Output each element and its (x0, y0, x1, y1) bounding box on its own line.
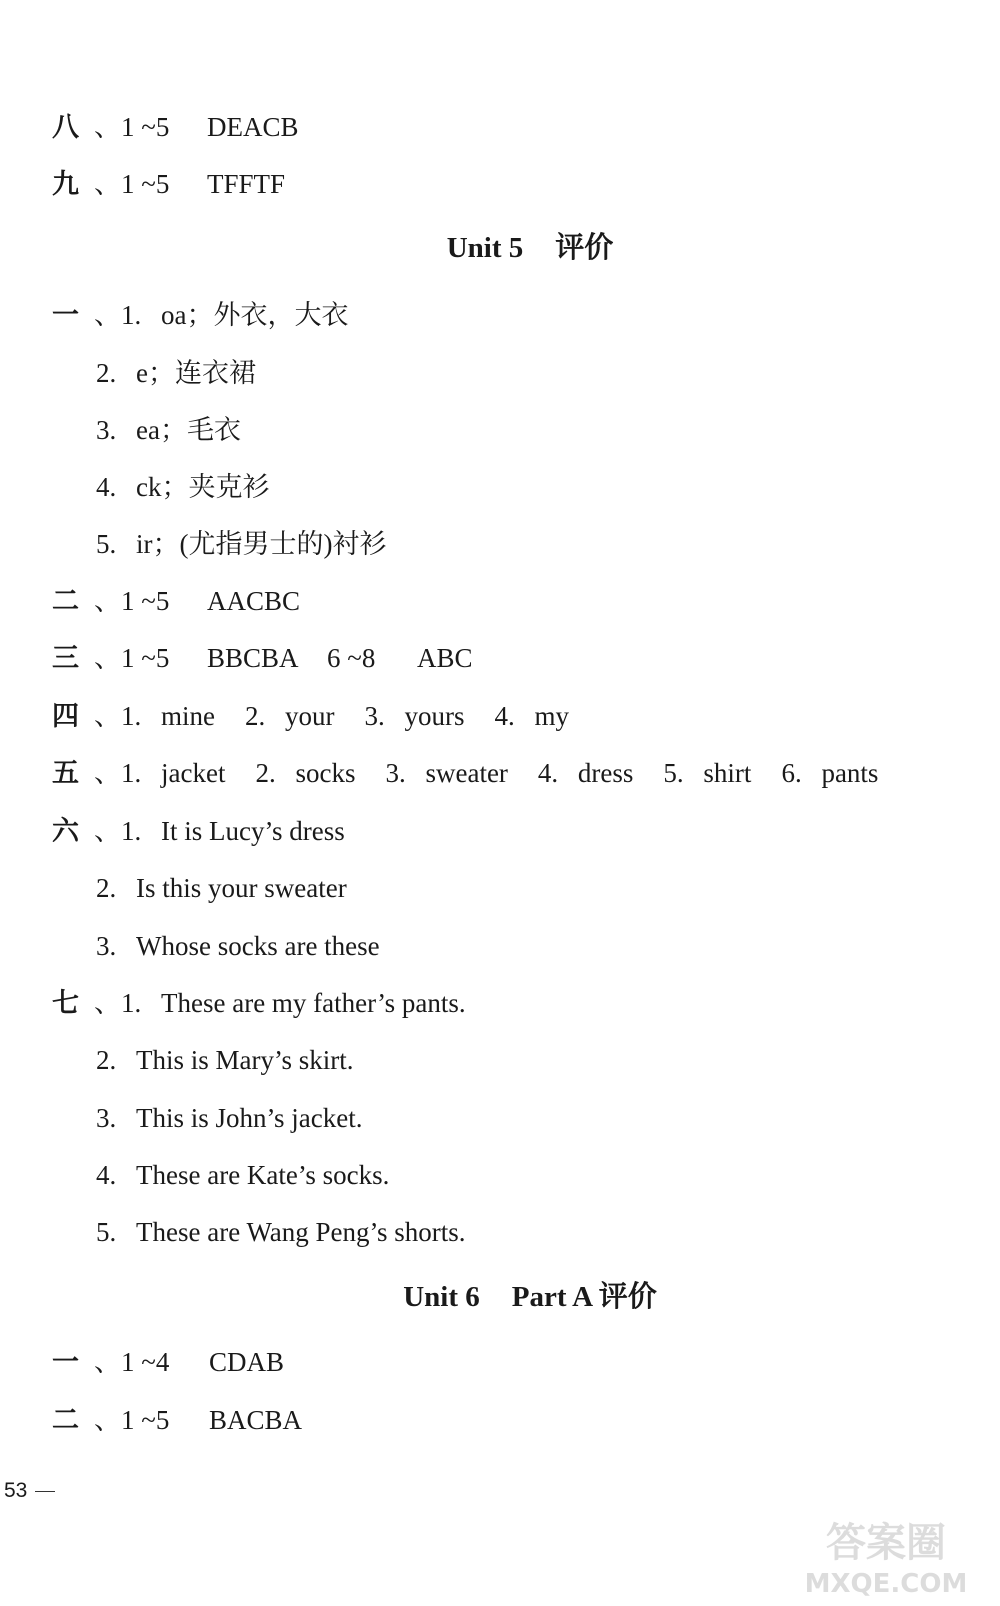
item-answer: ea；毛衣 (136, 415, 241, 445)
item-answer: Whose socks are these (136, 931, 380, 961)
section-mark: 六 (52, 816, 79, 846)
item-number: 4. (96, 1160, 117, 1190)
item-number: 3. (96, 415, 117, 445)
item-answer: mine (161, 701, 215, 731)
answer-text: DEACB (207, 112, 299, 142)
item-answer: my (534, 701, 570, 731)
section-mark: 三 (52, 643, 79, 673)
question-range: 1 ~5 (121, 586, 170, 616)
section-mark: 二 (52, 586, 79, 616)
item-answer: These are my father’s pants. (161, 988, 466, 1018)
unit-subtitle: 评价 (555, 232, 614, 264)
item-answer: These are Wang Peng’s shorts. (136, 1217, 466, 1247)
question-range: 1 ~5 (121, 643, 170, 673)
separator: 、 (94, 586, 121, 616)
separator: 、 (94, 758, 121, 788)
u5-s6-item-2 (96, 871, 347, 905)
u5-s1-item-1 (52, 298, 348, 332)
unit-title: Unit 6 (403, 1281, 480, 1313)
item-number: 4. (494, 701, 515, 731)
section-mark: 九 (52, 169, 79, 199)
item-answer: These are Kate’s socks. (136, 1160, 390, 1190)
section-mark: 八 (52, 112, 79, 142)
item-number: 2. (255, 758, 276, 788)
u5-s1-item-5 (96, 527, 386, 561)
u5-s5 (52, 756, 878, 790)
item-number: 3. (96, 931, 117, 961)
separator: 、 (94, 169, 121, 199)
item-number: 1. (121, 816, 142, 846)
item-answer: shirt (703, 758, 752, 788)
section-mark: 二 (52, 1405, 79, 1435)
question-range: 1 ~5 (121, 1405, 170, 1435)
unit-subtitle: Part A 评价 (511, 1281, 657, 1313)
item-number: 1. (121, 701, 142, 731)
answer-row-8 (52, 110, 299, 144)
item-answer: jacket (161, 758, 226, 788)
item-answer: This is John’s jacket. (136, 1103, 363, 1133)
u5-s6-item-1 (52, 814, 345, 848)
item-number: 3. (385, 758, 406, 788)
item-number: 2. (96, 358, 117, 388)
item-answer: ck；夹克衫 (136, 472, 270, 502)
item-number: 1. (121, 758, 142, 788)
item-number: 2. (245, 701, 266, 731)
page-number-text: 53 (4, 1479, 28, 1502)
section-mark: 一 (52, 1347, 79, 1377)
item-number: 5. (96, 1217, 117, 1247)
watermark-logo (796, 1508, 976, 1600)
separator: 、 (94, 988, 121, 1018)
footer-rule (35, 1491, 55, 1492)
question-range: 1 ~5 (121, 169, 170, 199)
separator: 、 (94, 701, 121, 731)
item-number: 6. (781, 758, 802, 788)
section-mark: 七 (52, 988, 79, 1018)
item-answer: ir；(尤指男士的)衬衫 (136, 529, 387, 559)
u6-s2 (52, 1403, 302, 1437)
answer-text: TFFTF (207, 169, 286, 199)
u6-s1 (52, 1345, 284, 1379)
item-number: 5. (96, 529, 117, 559)
answer-text: AACBC (207, 586, 301, 616)
item-number: 3. (96, 1103, 117, 1133)
separator: 、 (94, 1405, 121, 1435)
unit6-heading (0, 1279, 1000, 1315)
watermark-line2: MXQE.COM (804, 1569, 968, 1599)
answer-row-9 (52, 167, 285, 201)
separator: 、 (94, 300, 121, 330)
answer-text: CDAB (209, 1347, 285, 1377)
item-answer: pants (821, 758, 879, 788)
u5-s7-item-3 (96, 1101, 362, 1135)
separator: 、 (94, 112, 121, 142)
question-range: 1 ~5 (121, 112, 170, 142)
separator: 、 (94, 1347, 121, 1377)
item-number: 5. (663, 758, 684, 788)
item-number: 2. (96, 873, 117, 903)
unit-title: Unit 5 (446, 232, 524, 264)
section-mark: 一 (52, 300, 79, 330)
separator: 、 (94, 643, 121, 673)
u5-s7-item-4 (96, 1158, 389, 1192)
u5-s1-item-4 (96, 470, 269, 504)
item-answer: Is this your sweater (136, 873, 347, 903)
section-mark: 四 (52, 701, 79, 731)
item-answer: sweater (425, 758, 508, 788)
answer-text: BBCBA (207, 643, 299, 673)
u5-s7-item-5 (96, 1215, 466, 1249)
item-answer: dress (577, 758, 634, 788)
item-number: 3. (364, 701, 385, 731)
item-number: 4. (96, 472, 117, 502)
separator: 、 (94, 816, 121, 846)
page-number (4, 1478, 55, 1504)
unit5-heading (0, 230, 1000, 266)
u5-s7-item-2 (96, 1043, 354, 1077)
u5-s4 (52, 699, 569, 733)
u5-s1-item-2 (96, 356, 256, 390)
answer-text: BACBA (209, 1405, 303, 1435)
answer-text: ABC (417, 643, 473, 673)
u5-s6-item-3 (96, 929, 380, 963)
item-answer: socks (295, 758, 356, 788)
item-number: 1. (121, 300, 142, 330)
question-range: 1 ~4 (121, 1347, 170, 1377)
section-mark: 五 (52, 758, 79, 788)
item-answer: e；连衣裙 (136, 358, 256, 388)
item-answer: This is Mary’s skirt. (136, 1045, 354, 1075)
item-answer: oa；外衣，大衣 (161, 300, 349, 330)
question-range: 6 ~8 (327, 643, 376, 673)
item-answer: yours (404, 701, 465, 731)
item-number: 1. (121, 988, 142, 1018)
item-number: 4. (537, 758, 559, 788)
u5-s7-item-1 (52, 986, 466, 1020)
u5-s1-item-3 (96, 413, 241, 447)
item-number: 2. (96, 1045, 117, 1075)
item-answer: It is Lucy’s dress (161, 816, 345, 846)
u5-s3 (52, 641, 473, 675)
item-answer: your (285, 701, 335, 731)
watermark-line1: 答案圈 (826, 1520, 946, 1566)
u5-s2 (52, 584, 300, 618)
